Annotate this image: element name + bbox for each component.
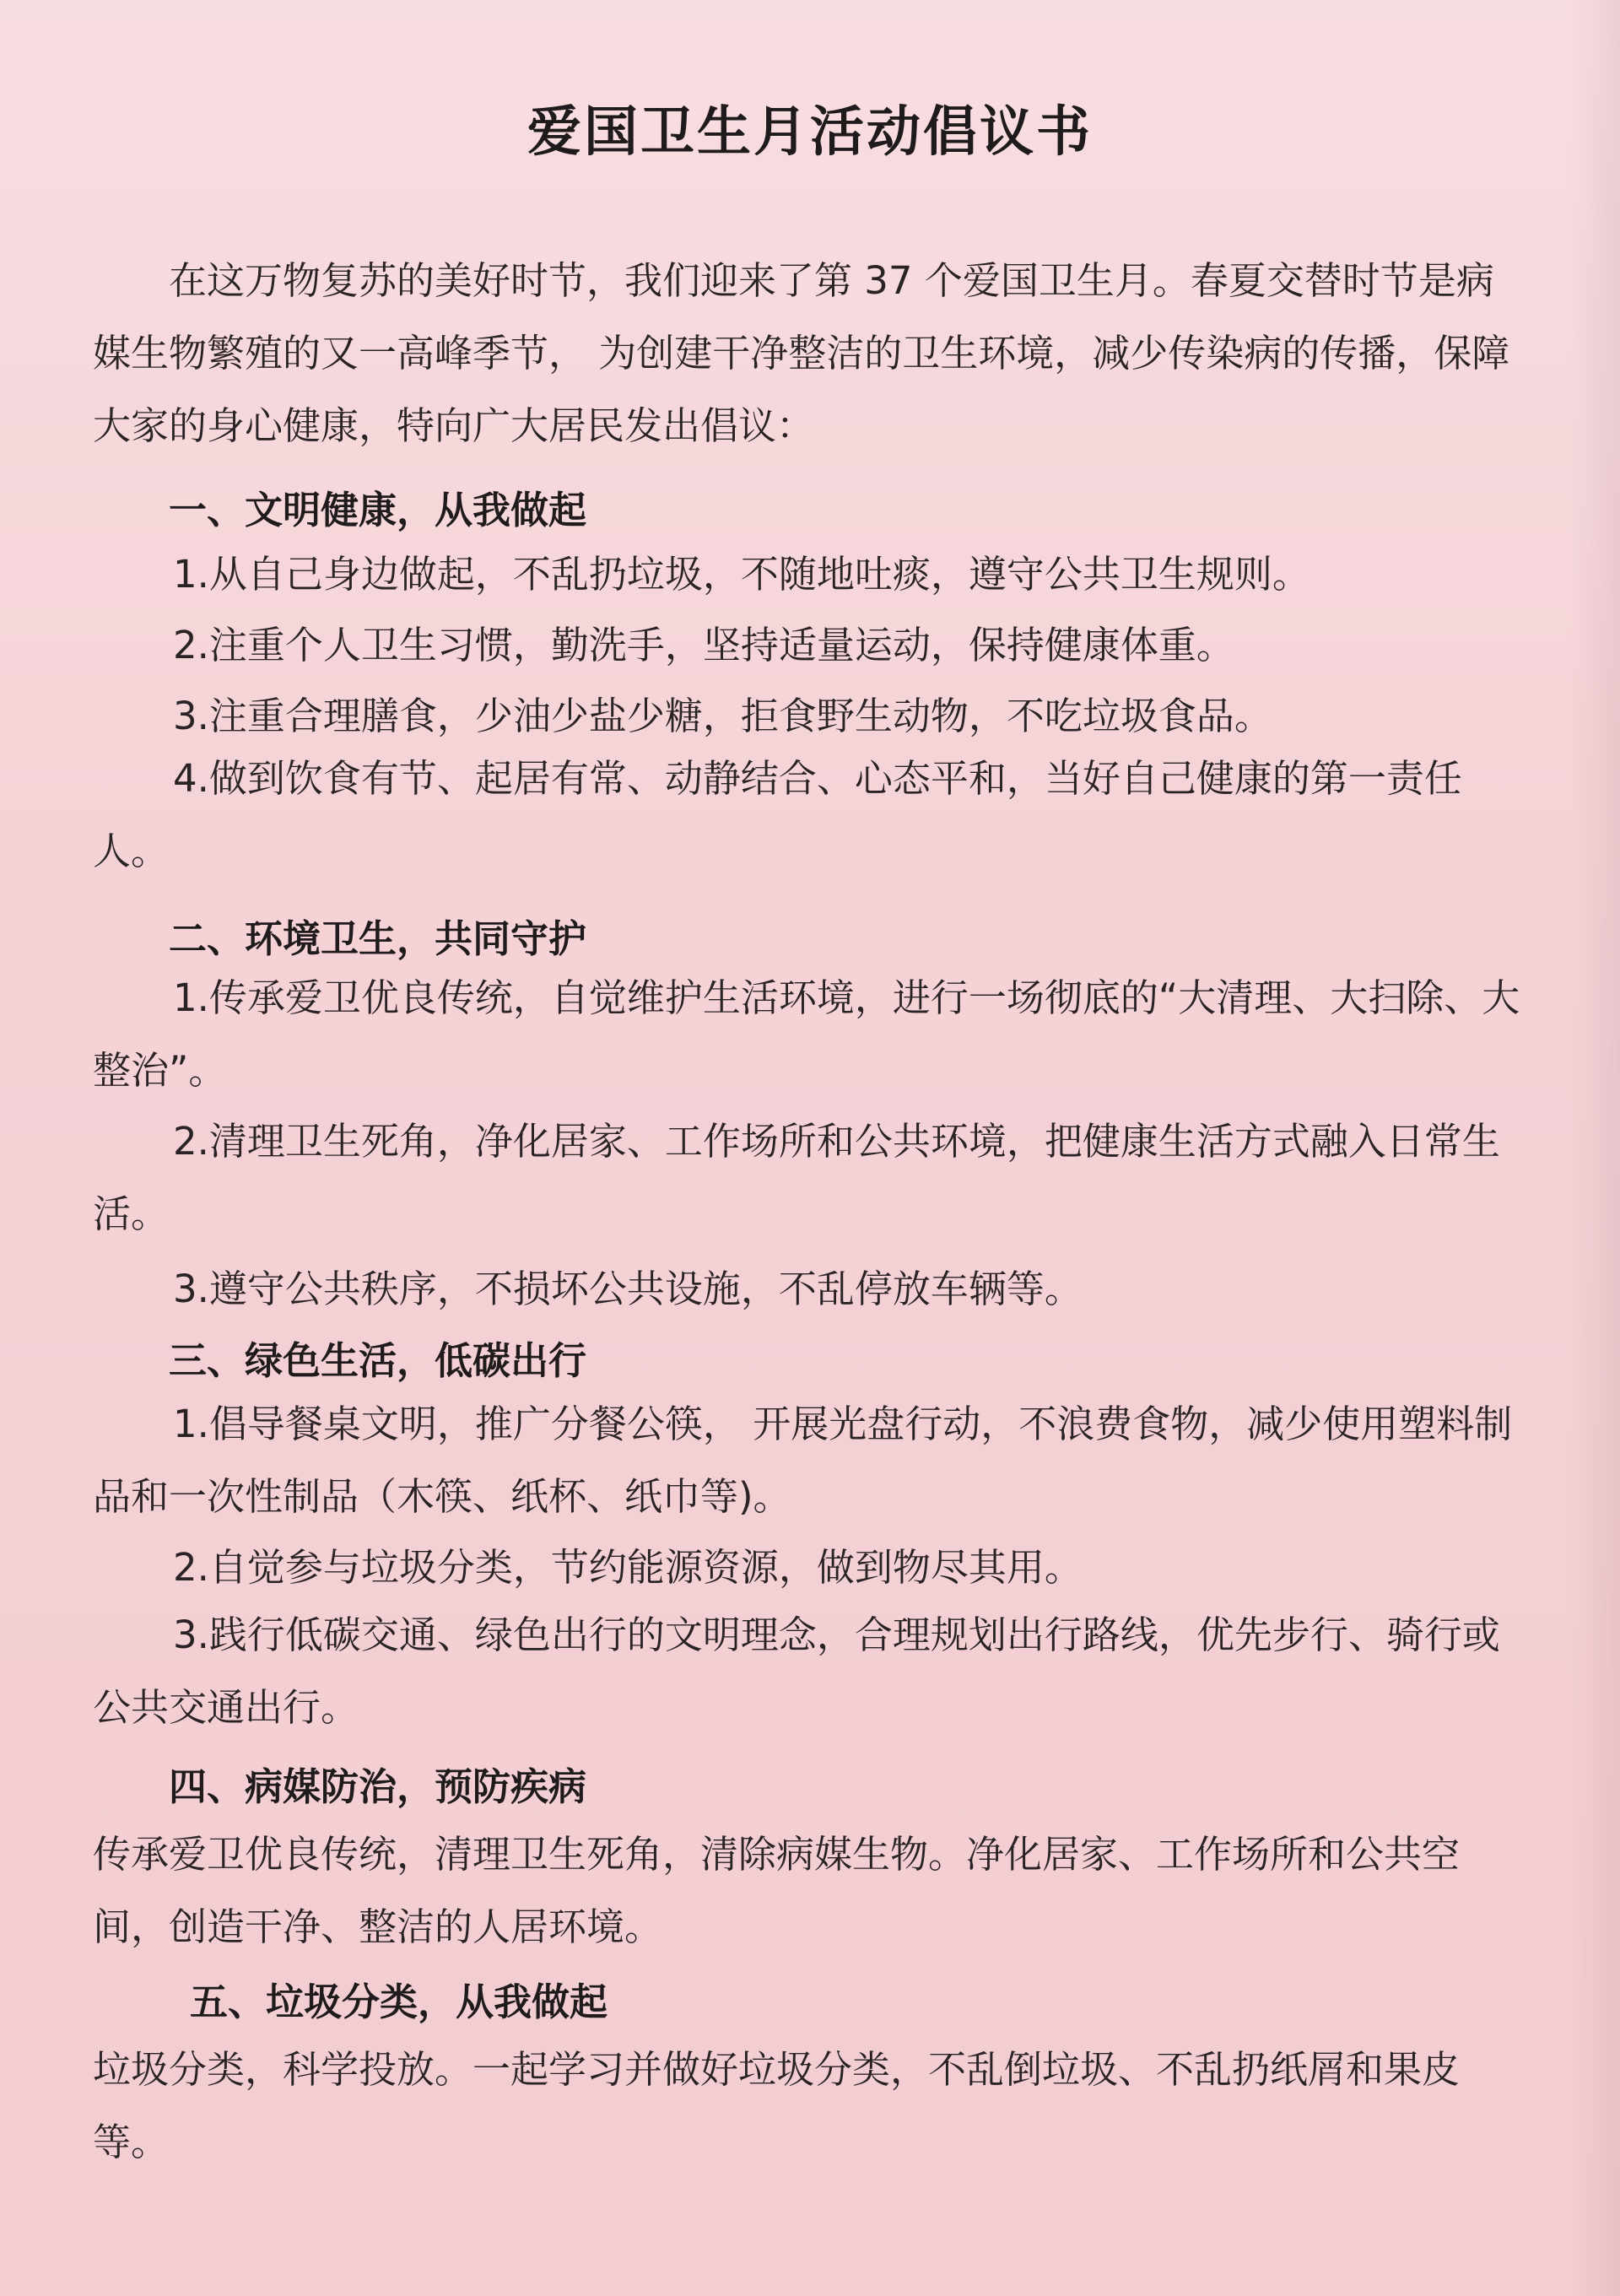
- section-3-item-3: 3.践行低碳交通、绿色出行的文明理念，合理规划出行路线，优先步行、骑行或公共交通出行。: [93, 1613, 1500, 1730]
- section-3-item-1: 1.倡导餐桌文明，推广分餐公筷， 开展光盘行动，不浪费食物，减少使用塑料制品和一次性制品（木筷、纸杯、纸巾等)。: [93, 1402, 1513, 1519]
- page-edge-shadow: [1569, 0, 1620, 2296]
- section-5-heading: 五、垃圾分类，从我做起: [190, 1980, 608, 2024]
- section-1-item-4: 4.做到饮食有节、起居有常、动静结合、心态平和，当好自己健康的第一责任人。: [93, 756, 1462, 873]
- section-2-item-2: 2.清理卫生死角，净化居家、工作场所和公共环境，把健康生活方式融入日常生活。: [93, 1119, 1500, 1236]
- section-1-item-1: 1.从自己身边做起，不乱扔垃圾，不随地吐痰，遵守公共卫生规则。: [173, 552, 1310, 597]
- section-3-item-2: 2.自觉参与垃圾分类，节约能源资源，做到物尽其用。: [173, 1545, 1083, 1590]
- section-4-item-1: 传承爱卫优良传统，清理卫生死角，清除病媒生物。净化居家、工作场所和公共空间，创造干净、整洁的人居环境。: [93, 1832, 1461, 1949]
- section-4-heading: 四、病媒防治，预防疾病: [169, 1764, 587, 1809]
- section-2-item-1: 1.传承爱卫优良传统，自觉维护生活环境，进行一场彻底的“大清理、大扫除、大整治”。: [93, 975, 1520, 1093]
- section-2-item-3: 3.遵守公共秩序，不损坏公共设施，不乱停放车辆等。: [173, 1267, 1083, 1311]
- document-title: 爱国卫生月活动倡议书: [527, 101, 1093, 164]
- section-1-item-2: 2.注重个人卫生习惯，勤洗手，坚持适量运动，保持健康体重。: [173, 623, 1234, 667]
- section-1-item-3: 3.注重合理膳食，少油少盐少糖，拒食野生动物，不吃垃圾食品。: [173, 694, 1272, 738]
- section-1-heading: 一、文明健康，从我做起: [169, 488, 587, 532]
- section-2-heading: 二、环境卫生，共同守护: [169, 916, 587, 961]
- intro-paragraph: 在这万物复苏的美好时节，我们迎来了第 37 个爱国卫生月。春夏交替时节是病媒生物繁殖的又一高峰季节， 为创建干净整洁的卫生环境，减少传染病的传播，保障大家的身心健康，特向广大居民发出倡议：: [93, 258, 1510, 448]
- section-3-heading: 三、绿色生活，低碳出行: [169, 1338, 587, 1383]
- section-5-item-1: 垃圾分类，科学投放。一起学习并做好垃圾分类，不乱倒垃圾、不乱扔纸屑和果皮等。: [93, 2047, 1461, 2164]
